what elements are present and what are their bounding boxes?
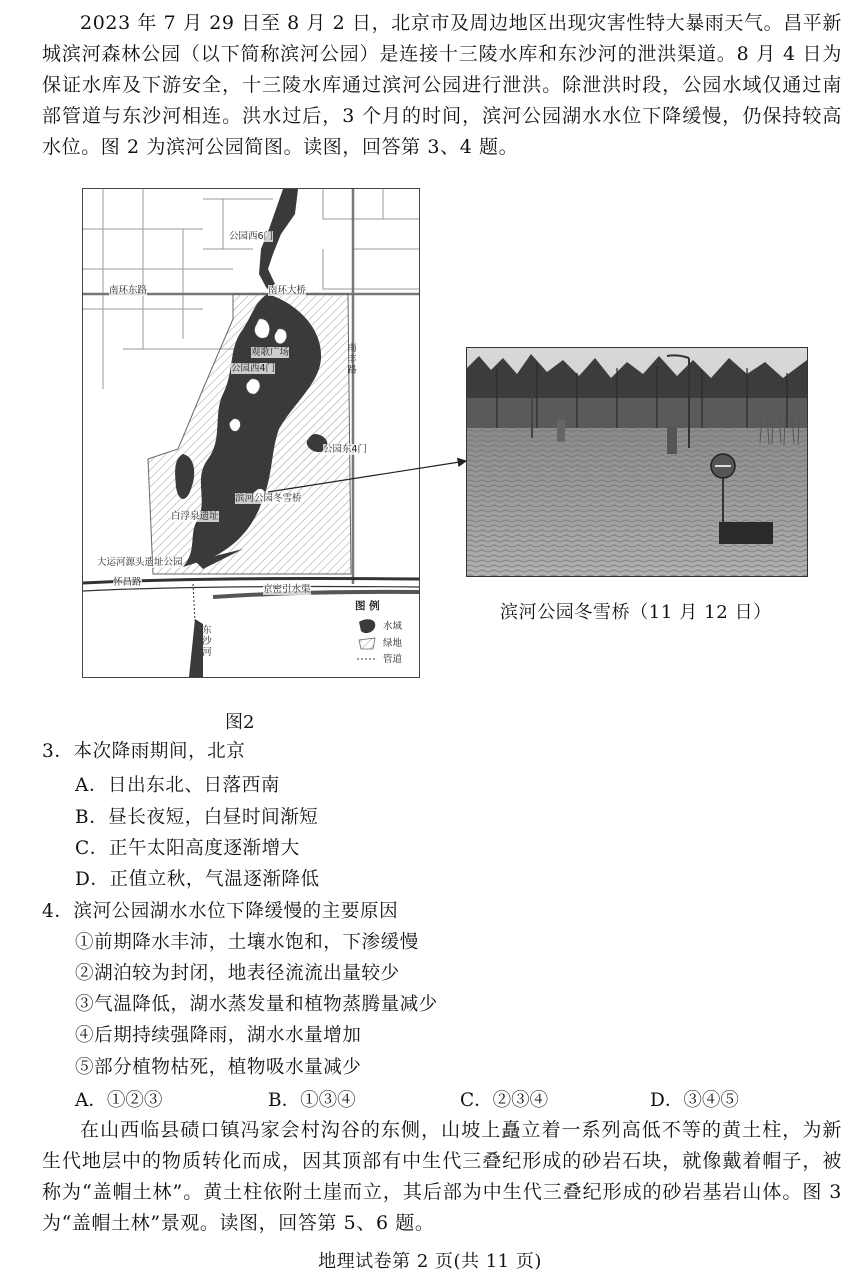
question-4-item-2: ②湖泊较为封闭，地表径流流出量较少 (75, 963, 400, 984)
question-3-option-c: C．正午太阳高度逐渐增大 (75, 838, 300, 859)
question-3-option-b: B．昼长夜短，白昼时间渐短 (75, 807, 319, 828)
question-4-item-1: ①前期降水丰沛，土壤水饱和，下渗缓慢 (75, 932, 419, 953)
map-label-south-ring-east-road: 南环东路 (109, 285, 148, 296)
page-footer: 地理试卷第 2 页(共 11 页) (318, 1251, 542, 1272)
map-label-winter-snow-bridge: 滨河公园冬雪桥 (235, 493, 302, 504)
legend-water: 水域 (383, 621, 403, 632)
map-label-gate-west4: 公园西4门 (231, 363, 276, 374)
map-label-nanfeng-road: 南丰路 (347, 343, 357, 376)
question-4-item-4: ④后期持续强降雨，湖水水量增加 (75, 1025, 362, 1046)
question-4-choice-b: B．①③④ (268, 1090, 356, 1111)
question-4-item-3: ③气温降低，湖水蒸发量和植物蒸腾量减少 (75, 994, 438, 1015)
legend-title: 图 例 (355, 600, 380, 612)
map-label-dongsha-river: 东沙河 (202, 625, 212, 658)
map-label-guange-square: 观歌广场 (251, 347, 290, 358)
map-label-south-ring-bridge: 南环大桥 (268, 285, 307, 296)
question-4-item-5: ⑤部分植物枯死，植物吸水量减少 (75, 1057, 362, 1078)
map-label-grand-canal: 大运河源头遗址公园 (97, 557, 183, 568)
map-label-jingmi-canal: 京密引水渠 (263, 584, 311, 595)
photo-caption: 滨河公园冬雪桥（11 月 12 日） (500, 602, 772, 623)
winter-snow-bridge-photo (466, 347, 808, 577)
question-4-choice-a: A．①②③ (75, 1090, 163, 1111)
question-3-option-a: A．日出东北、日落西南 (75, 775, 280, 796)
question-3-option-d: D．正值立秋，气温逐渐降低 (75, 869, 320, 890)
question-4-stem: 4．滨河公园湖水水位下降缓慢的主要原因 (42, 901, 399, 922)
question-4-choice-c: C．②③④ (460, 1090, 549, 1111)
legend-pipe: 管道 (383, 654, 403, 665)
intro-paragraph-1: 2023 年 7 月 29 日至 8 月 2 日，北京市及周边地区出现灾害性特大暴雨天气。昌平新城滨河森林公园（以下简称滨河公园）是连接十三陵水库和东沙河的泄洪渠道。8 月 4 日为保证水库及下游安全，十三陵水库通过滨河公园进行泄洪。除泄洪时段，公园水域仅通过南部管道与东沙河相连。洪水过后，3 个月的时间，滨河公园湖水水位下降缓慢，仍保持较高水位。图 2 为滨河公园简图。读图，回答第 3、4 题。 (42, 12, 842, 158)
map-label-baifu-spring: 白浮泉遗址 (171, 511, 219, 522)
map-label-gate-east4: 公园东4门 (323, 444, 368, 455)
intro-paragraph-2: 在山西临县碛口镇冯家会村沟谷的东侧，山坡上矗立着一系列高低不等的黄土柱，为新生代地层中的物质转化而成，因其顶部有中生代三叠纪形成的砂岩石块，就像戴着帽子，被称为“盖帽土林”。黄土柱依附土崖而立，其后部为中生代三叠纪形成的砂岩基岩山体。图 3 为“盖帽土林”景观。读图，回答第 5、6 题。 (42, 1119, 842, 1234)
question-4-choice-d: D．③④⑤ (650, 1090, 739, 1111)
legend-green: 绿地 (383, 638, 403, 649)
map-label-gate6: 公园西6门 (229, 231, 274, 242)
question-3-stem: 3．本次降雨期间，北京 (42, 741, 246, 762)
figure-label: 图2 (225, 712, 255, 733)
map-label-huaichang-road: 怀昌路 (113, 577, 142, 588)
